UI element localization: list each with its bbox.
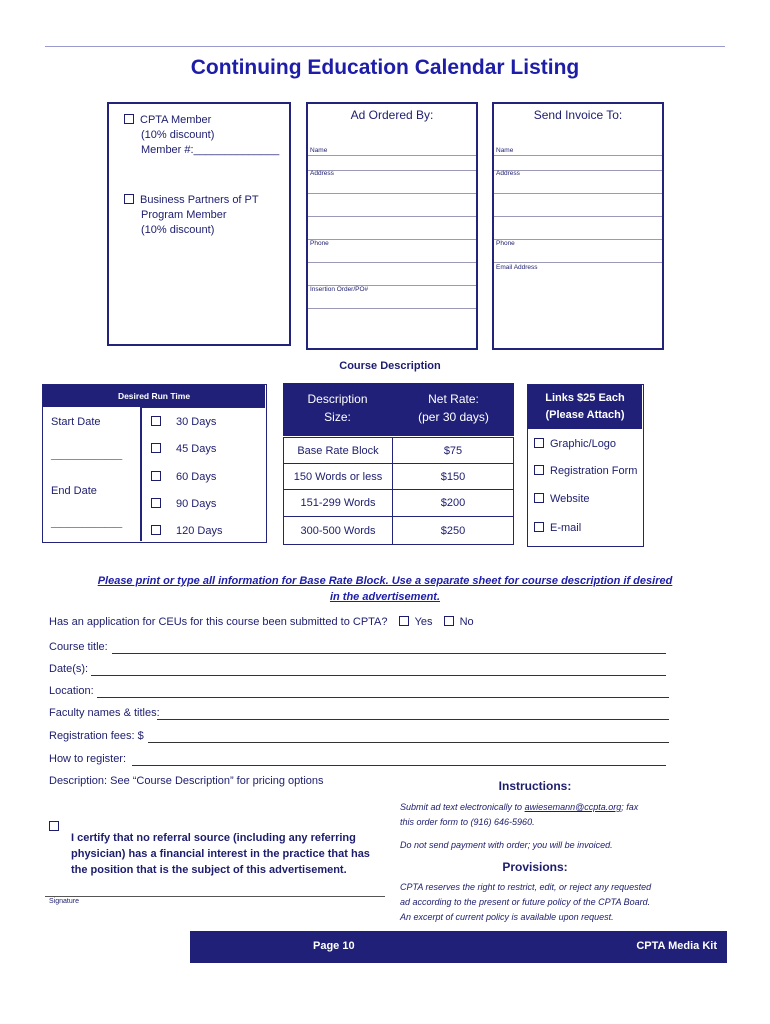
- checkbox-icon[interactable]: [534, 522, 544, 532]
- ad-ordered-by-box: [306, 102, 478, 350]
- dates-field[interactable]: [91, 675, 666, 676]
- rates-table: [283, 383, 514, 545]
- ad-phone-label: Phone: [310, 240, 329, 247]
- send-invoice-box: [492, 102, 664, 350]
- link-option-label: E-mail: [550, 522, 582, 534]
- course-title-label: Course title:: [49, 641, 108, 653]
- instructions-line3: Do not send payment with order; you will be invoiced.: [400, 840, 613, 850]
- checkbox-icon[interactable]: [151, 525, 161, 535]
- run-option-label: 30 Days: [176, 416, 217, 428]
- business-partner-label: Business Partners of PT: [140, 194, 259, 206]
- invoice-address-field[interactable]: [494, 171, 662, 231]
- run-option-label: 45 Days: [176, 443, 217, 455]
- course-title-field[interactable]: [112, 653, 666, 654]
- rate-size-cell: 300-500 Words: [283, 516, 393, 545]
- member-box: [107, 102, 291, 346]
- footer-page: Page 10: [313, 940, 355, 952]
- run-option-label: 60 Days: [176, 471, 217, 483]
- footer-media-kit: CPTA Media Kit: [636, 940, 717, 952]
- business-partner-checkbox[interactable]: [124, 194, 134, 204]
- links-box: [527, 384, 644, 547]
- signature-label: Signature: [49, 898, 79, 905]
- ad-insertion-label: Insertion Order/PO#: [310, 286, 369, 293]
- location-field[interactable]: [97, 697, 669, 698]
- ad-address-field[interactable]: [308, 171, 476, 231]
- faculty-field[interactable]: [157, 719, 669, 720]
- member-number-field[interactable]: Member #:______________: [141, 144, 280, 156]
- invoice-name-field[interactable]: [494, 148, 662, 168]
- ad-insertion-field[interactable]: [308, 286, 476, 308]
- register-label: How to register:: [49, 753, 127, 765]
- link-option-label: Website: [550, 493, 590, 505]
- course-description-heading: Course Description: [339, 360, 441, 372]
- links-header-line2: (Please Attach): [545, 409, 625, 421]
- checkbox-icon[interactable]: [534, 465, 544, 475]
- invoice-address-label: Address: [496, 170, 520, 177]
- end-date-field[interactable]: ________________: [51, 519, 123, 528]
- footer-bar: [190, 931, 727, 963]
- provisions-line3: An excerpt of current policy is available upon request.: [400, 912, 614, 922]
- invoice-phone-label: Phone: [496, 240, 515, 247]
- checkbox-icon[interactable]: [151, 443, 161, 453]
- run-time-table: [42, 384, 267, 543]
- checkbox-icon[interactable]: [399, 616, 409, 626]
- register-field[interactable]: [132, 765, 666, 766]
- ceu-no-option[interactable]: [444, 616, 474, 628]
- faculty-label: Faculty names & titles:: [49, 707, 160, 719]
- rate-size-cell: 150 Words or less: [283, 463, 393, 490]
- invoice-phone-field[interactable]: [494, 240, 662, 262]
- description-note: Description: See “Course Description” for pricing options: [49, 775, 324, 787]
- ad-address-label: Address: [310, 170, 334, 177]
- links-header: [528, 385, 642, 429]
- ceu-no-label: No: [459, 616, 474, 628]
- run-option-90[interactable]: [151, 497, 216, 512]
- provisions-heading: Provisions:: [502, 860, 568, 874]
- run-option-label: 90 Days: [176, 498, 217, 510]
- page-title: Continuing Education Calendar Listing: [190, 56, 580, 79]
- ceu-question: Has an application for CEUs for this course been submitted to CPTA?: [49, 616, 388, 628]
- instructions-line1: [400, 800, 700, 815]
- notice: [40, 573, 730, 605]
- ad-name-field[interactable]: [308, 148, 476, 168]
- size-header-line1: Description: [307, 392, 368, 406]
- rates-header: [283, 383, 514, 436]
- start-date-label: Start Date: [51, 416, 101, 428]
- location-label: Location:: [49, 685, 94, 697]
- link-option-label: Registration Form: [550, 465, 638, 477]
- invoice-email-field[interactable]: [494, 263, 662, 285]
- business-partner-option[interactable]: [124, 193, 259, 208]
- size-header-line2: Size:: [324, 410, 351, 424]
- checkbox-icon[interactable]: [151, 498, 161, 508]
- run-time-header: Desired Run Time: [43, 385, 265, 407]
- checkbox-icon[interactable]: [534, 493, 544, 503]
- certify-block[interactable]: [49, 814, 389, 878]
- rate-value-cell: $250: [392, 516, 514, 545]
- link-option-label: Graphic/Logo: [550, 438, 617, 450]
- checkbox-icon[interactable]: [444, 616, 454, 626]
- invoice-email-label: Email Address: [496, 264, 538, 271]
- provisions-text: [400, 880, 700, 925]
- dates-label: Date(s):: [49, 663, 89, 675]
- run-option-30[interactable]: [151, 415, 216, 430]
- ad-name-label: Name: [310, 147, 328, 154]
- link-option-website[interactable]: [534, 492, 590, 507]
- certify-checkbox[interactable]: [49, 821, 59, 831]
- rate-value-cell: $200: [392, 489, 514, 517]
- signature-line[interactable]: [45, 896, 385, 897]
- instructions-line2: this order form to (916) 646-5960.: [400, 817, 535, 827]
- invoice-name-label: Name: [496, 147, 514, 154]
- notice-line2: in the advertisement.: [329, 591, 441, 603]
- link-option-email[interactable]: [534, 521, 581, 536]
- certify-text: I certify that no referral source (including any referring physician) has a financial interest in the practice that has the position that is the subject of this advertisement.: [71, 832, 370, 876]
- fees-field[interactable]: [148, 742, 669, 743]
- cpta-member-label: CPTA Member: [140, 114, 212, 126]
- rate-value-cell: $150: [392, 463, 514, 490]
- instructions-line1-post: ; fax: [621, 802, 639, 812]
- checkbox-icon[interactable]: [151, 416, 161, 426]
- provisions-line1: CPTA reserves the right to restrict, edit, or reject any requested: [400, 882, 652, 892]
- ceu-question-row: [49, 616, 474, 628]
- run-option-45[interactable]: [151, 442, 216, 457]
- notice-line1: Please print or type all information for Base Rate Block. Use a separate sheet for course description if desired: [97, 575, 673, 587]
- business-partner-discount: (10% discount): [141, 224, 215, 236]
- rate-header-line1: Net Rate:: [428, 392, 479, 406]
- link-option-registration[interactable]: [534, 464, 637, 479]
- cpta-member-option[interactable]: [124, 113, 211, 128]
- instructions-line1-pre: Submit ad text electronically to: [400, 802, 525, 812]
- run-option-label: 120 Days: [176, 525, 223, 537]
- ceu-yes-option[interactable]: [399, 616, 433, 628]
- top-divider: [45, 46, 725, 47]
- start-date-field[interactable]: ________________: [51, 451, 123, 460]
- provisions-line2: ad according to the present or future policy of the CPTA Board.: [400, 897, 651, 907]
- fees-label: Registration fees: $: [49, 730, 144, 742]
- send-invoice-heading: Send Invoice To:: [533, 108, 623, 122]
- cpta-discount: (10% discount): [141, 129, 215, 141]
- run-option-60[interactable]: [151, 470, 216, 485]
- ceu-yes-label: Yes: [414, 616, 433, 628]
- rate-header-line2: (per 30 days): [418, 410, 489, 424]
- rate-value-cell: $75: [392, 437, 514, 464]
- end-date-label: End Date: [51, 485, 97, 497]
- ad-phone-field[interactable]: [308, 240, 476, 262]
- run-option-120[interactable]: [151, 524, 222, 539]
- ad-ordered-by-heading: Ad Ordered By:: [350, 108, 434, 122]
- links-header-line1: Links $25 Each: [545, 392, 625, 404]
- instructions-text: [400, 800, 700, 853]
- rate-size-cell: Base Rate Block: [283, 437, 393, 464]
- checkbox-icon[interactable]: [151, 471, 161, 481]
- instructions-email-link[interactable]: awiesemann@ccpta.org: [524, 802, 622, 812]
- rate-size-cell: 151-299 Words: [283, 489, 393, 517]
- cpta-member-checkbox[interactable]: [124, 114, 134, 124]
- instructions-heading: Instructions:: [498, 779, 572, 793]
- link-option-graphic[interactable]: [534, 437, 616, 452]
- checkbox-icon[interactable]: [534, 438, 544, 448]
- business-partner-line2: Program Member: [141, 209, 227, 221]
